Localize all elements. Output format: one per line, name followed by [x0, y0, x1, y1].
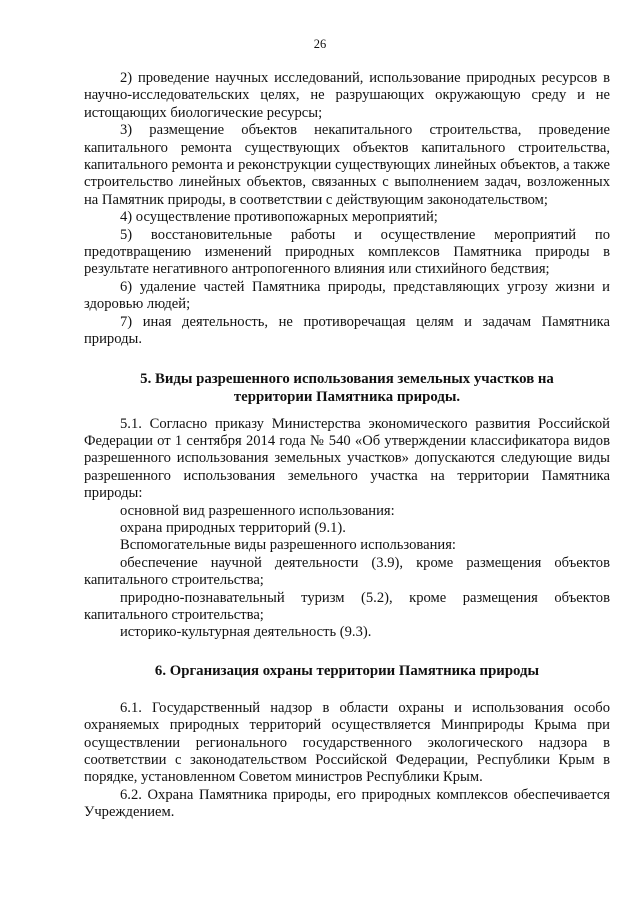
aux-use-item: историко-культурная деятельность (9.3). [120, 624, 372, 641]
aux-use-label: Вспомогательные виды разрешенного использования: [120, 537, 456, 554]
main-use-item: охрана природных территорий (9.1). [120, 519, 346, 536]
list-item: 7) иная деятельность, не противоречащая целям и задачам Памятника природы. [84, 313, 610, 348]
aux-use-item: обеспечение научной деятельности (3.9), кроме размещения объектов капитального строительства; [84, 554, 610, 589]
section-5-heading-line1: 5. Виды разрешенного использования земельных участков на [140, 370, 554, 387]
list-item: 5) восстановительные работы и осуществление мероприятий по предотвращению изменений природных комплексов Памятника природы в результате негативного антропогенного влияния или стихийного бедствия; [84, 226, 610, 278]
main-use-label: основной вид разрешенного использования: [120, 502, 395, 519]
list-item: 3) размещение объектов некапитального строительства, проведение капитального ремонта существующих объектов капитального строительства, капитального ремонта и реконструкции существующих линейных объектов, а также строительство линейных объектов, связанных с выполнением задач, возложенных на Памятник природы, в соответствии с действующим законодательством; [84, 122, 610, 208]
list-item: 6) удаление частей Памятника природы, представляющих угрозу жизни и здоровью людей; [84, 278, 610, 313]
section-6-heading: 6. Организация охраны территории Памятника природы [154, 662, 540, 679]
page-body [84, 70, 610, 822]
section-5-intro: 5.1. Согласно приказу Министерства экономического развития Российской Федерации от 1 сентября 2014 года № 540 «Об утверждении классификатора видов разрешенного использования земельных участков» допускаются следующие виды разрешенного использования земельного участка на территории Памятника природы: [84, 415, 610, 502]
section-5-heading-line2: территории Памятника природы. [233, 388, 461, 405]
list-item: 4) осуществление противопожарных мероприятий; [120, 209, 438, 226]
aux-use-item: природно-познавательный туризм (5.2), кроме размещения объектов капитального строительства; [84, 589, 610, 623]
section-6-paragraph: 6.1. Государственный надзор в области охраны и использования особо охраняемых природных территорий осуществляется Минприроды Крыма при осуществлении регионального государственного экологического надзора в соответствии с законодательством Российской Федерации, Республики Крым в порядке, установленном Советом министров Республики Крым. [84, 699, 610, 786]
list-item: 2) проведение научных исследований, использование природных ресурсов в научно-исследовательских целях, не разрушающих окружающую среду и не истощающих биологические ресурсы; [84, 70, 610, 121]
section-6-paragraph: 6.2. Охрана Памятника природы, его природных комплексов обеспечивается Учреждением. [84, 786, 610, 821]
page-number: 26 [313, 37, 327, 51]
